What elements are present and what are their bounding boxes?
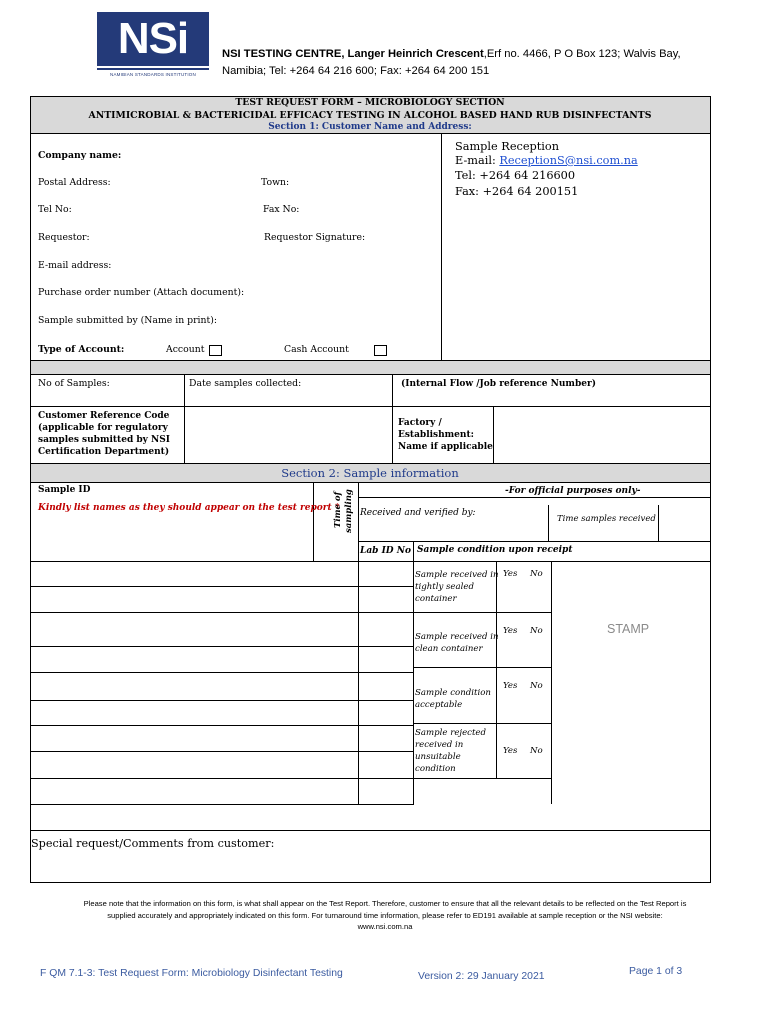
- cust-ref-line3: samples submitted by NSI: [38, 435, 170, 445]
- stamp-area-label: STAMP: [607, 622, 650, 636]
- form-title: TEST REQUEST FORM – MICROBIOLOGY SECTION: [235, 97, 505, 108]
- tel-label: Tel No:: [38, 204, 72, 215]
- form-subtitle: ANTIMICROBIAL & BACTERICIDAL EFFICACY TESTING IN ALCOHOL BASED HAND RUB DISINFECTANTS: [88, 110, 652, 121]
- logo-text: NSi: [117, 14, 189, 63]
- cond1-label: Sample received in tightly sealed container: [415, 570, 499, 604]
- company-name-label: Company name:: [38, 150, 122, 161]
- reception-fax: Fax: +264 64 200151: [455, 185, 579, 198]
- cust-ref-line4: Certification Department): [38, 447, 170, 457]
- cash-account-checkbox[interactable]: [374, 345, 387, 356]
- time-received-label: Time samples received: [557, 514, 656, 524]
- sample-id-label: Sample ID: [38, 485, 91, 495]
- cond3-yes[interactable]: Yes: [503, 681, 518, 691]
- cust-ref-line1: Customer Reference Code: [38, 411, 170, 421]
- nsi-logo: [97, 12, 209, 78]
- cond4-label: Sample rejected received in unsuitable condition: [415, 728, 487, 774]
- time-of-sampling-label-2: sampling: [344, 489, 354, 533]
- cond4-yes[interactable]: Yes: [503, 746, 518, 756]
- factory-line2: Establishment:: [398, 430, 474, 440]
- list-names-note: Kindly list names as they should appear on the test report *: [38, 503, 340, 513]
- cond2-yes[interactable]: Yes: [503, 626, 518, 636]
- cond3-no[interactable]: No: [530, 681, 543, 691]
- fax-label: Fax No:: [263, 204, 300, 215]
- email-address-label: E-mail address:: [38, 260, 112, 271]
- special-request-label: Special request/Comments from customer:: [31, 837, 275, 850]
- cond3-label: Sample condition acceptable: [415, 688, 491, 710]
- cash-account-label: Cash Account: [284, 344, 349, 355]
- cond2-label: Sample received in clean container: [415, 632, 499, 654]
- reception-email-link[interactable]: ReceptionS@nsi.com.na: [499, 154, 638, 167]
- no-of-samples-label: No of Samples:: [38, 378, 110, 389]
- footer-version: Version 2: 29 January 2021: [418, 971, 545, 982]
- factory-line1: Factory /: [398, 418, 442, 428]
- footer-doc-ref: F QM 7.1-3: Test Request Form: Microbiology Disinfectant Testing: [40, 968, 343, 979]
- cond4-no[interactable]: No: [530, 746, 543, 756]
- cust-ref-line2: (applicable for regulatory: [38, 423, 168, 433]
- section2-heading: Section 2: Sample information: [281, 466, 459, 480]
- sample-condition-label: Sample condition upon receipt: [417, 545, 573, 555]
- reception-email: E-mail: ReceptionS@nsi.com.na: [455, 154, 638, 167]
- time-of-sampling-label-1: Time of: [333, 491, 343, 528]
- sample-reception-title: Sample Reception: [455, 140, 559, 153]
- factory-line3: Name if applicable: [398, 442, 493, 452]
- date-collected-label: Date samples collected:: [189, 378, 302, 389]
- account-checkbox[interactable]: [209, 345, 222, 356]
- footer-page-number: Page 1 of 3: [629, 966, 683, 977]
- cond2-no[interactable]: No: [530, 626, 543, 636]
- logo-tagline: NAMIBIAN STANDARDS INSTITUTION: [110, 72, 196, 77]
- cond1-no[interactable]: No: [530, 569, 543, 579]
- sample-submitted-by-label: Sample submitted by (Name in print):: [38, 315, 217, 326]
- official-use-label: -For official purposes only-: [505, 486, 641, 496]
- reception-tel: Tel: +264 64 216600: [455, 169, 576, 182]
- requestor-label: Requestor:: [38, 232, 90, 243]
- purchase-order-label: Purchase order number (Attach document):: [38, 287, 245, 298]
- header-address-line1: NSI TESTING CENTRE, Langer Heinrich Crescent,Erf no. 4466, P O Box 123; Walvis Bay,: [222, 48, 681, 60]
- account-type-label: Type of Account:: [38, 344, 125, 355]
- account-option-label: Account: [166, 344, 205, 355]
- lab-id-label: Lab ID No: [360, 546, 411, 556]
- postal-address-label: Postal Address:: [38, 177, 111, 188]
- cond1-yes[interactable]: Yes: [503, 569, 518, 579]
- requestor-signature-label: Requestor Signature:: [264, 232, 366, 243]
- town-label: Town:: [261, 177, 290, 188]
- footnote: Please note that the information on this form, is what shall appear on the Test Report. Therefore, customer to ensure that all the relevant details to be reflected on the Test Report is supplied accurately and appropriately indicated on this form. For turnaround time information, please refer to ED191 available at sample reception or the NSI website: www.nsi.com.na: [83, 899, 687, 931]
- header-address-line2: Namibia; Tel: +264 64 216 600; Fax: +264 64 200 151: [222, 65, 490, 77]
- section1-heading: Section 1: Customer Name and Address:: [268, 122, 472, 132]
- internal-flow-label: (Internal Flow /Job reference Number): [401, 379, 596, 389]
- received-verified-label: Received and verified by:: [360, 508, 476, 518]
